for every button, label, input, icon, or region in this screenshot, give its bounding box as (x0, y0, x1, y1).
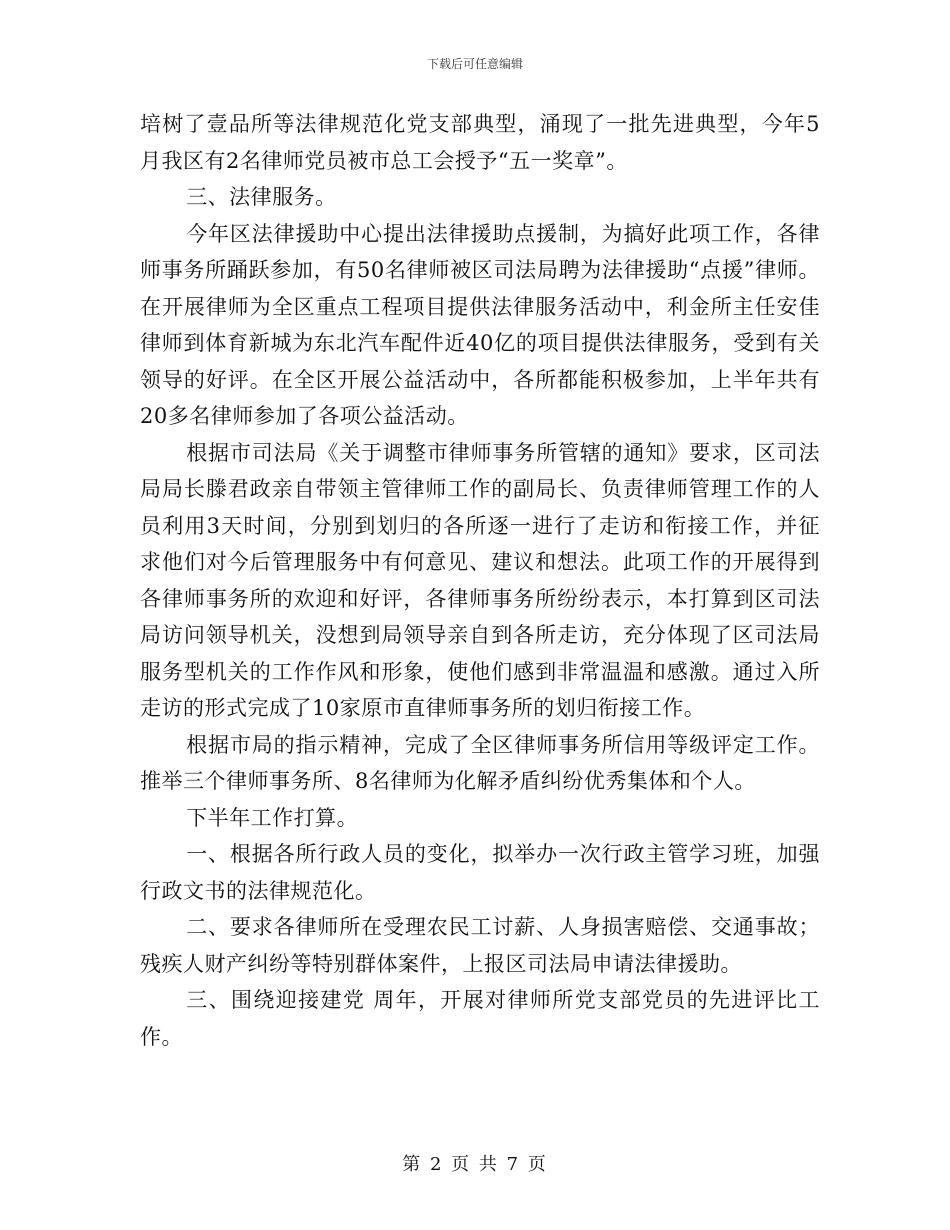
paragraph-legal-aid: 今年区法律援助中心提出法律援助点援制，为搞好此项工作，各律师事务所踊跃参加，有50名律师被区司法局聘为法律援助“点援”律师。在开展律师为全区重点工程项目提供法律服务活动中，利金所主任安佳律师到体育新城为东北汽车配件近40亿的项目提供法律服务，受到有关领导的好评。在全区开展公益活动中，各所都能积极参加，上半年共有20多名律师参加了各项公益活动。 (140, 221, 820, 428)
paragraph-credit-rating: 根据市局的指示精神，完成了全区律师事务所信用等级评定工作。推举三个律师事务所、8名律师为化解矛盾纠纷优秀集体和个人。 (140, 732, 820, 793)
page-number: 第 2 页 共 7 页 (402, 1154, 548, 1175)
paragraph-continuation: 培树了壹品所等法律规范化党支部典型，涌现了一批先进典型，今年5月我区有2名律师党员被市总工会授予“五一奖章”。 (140, 112, 820, 173)
section-heading-plan: 下半年工作打算。 (186, 805, 359, 830)
plan-item-3: 三、围绕迎接建党 周年，开展对律师所党支部党员的先进评比工作。 (140, 988, 820, 1049)
plan-item-2: 二、要求各律师所在受理农民工讨薪、人身损害赔偿、交通事故；残疾人财产纠纷等特别群体案件，上报区司法局申请法律援助。 (140, 915, 820, 976)
paragraph-jurisdiction-adjustment: 根据市司法局《关于调整市律师事务所管辖的通知》要求，区司法局局长滕君政亲自带领主管律师工作的副局长、负责律师管理工作的人员利用3天时间，分别到划归的各所逐一进行了走访和衔接工作，并征求他们对今后管理服务中有何意见、建议和想法。此项工作的开展得到各律师事务所的欢迎和好评，各律师事务所纷纷表示，本打算到区司法局访问领导机关，没想到局领导亲自到各所走访，充分体现了区司法局服务型机关的工作作风和形象，使他们感到非常温温和感激。通过入所走访的形式完成了10家原市直律师事务所的划归衔接工作。 (140, 440, 820, 720)
section-heading-legal-service: 三、法律服务。 (186, 185, 337, 209)
document-body (140, 106, 820, 1055)
plan-item-1: 一、根据各所行政人员的变化，拟举办一次行政主管学习班，加强行政文书的法律规范化。 (140, 842, 820, 903)
header-note: 下载后可任意编辑 (426, 57, 523, 71)
